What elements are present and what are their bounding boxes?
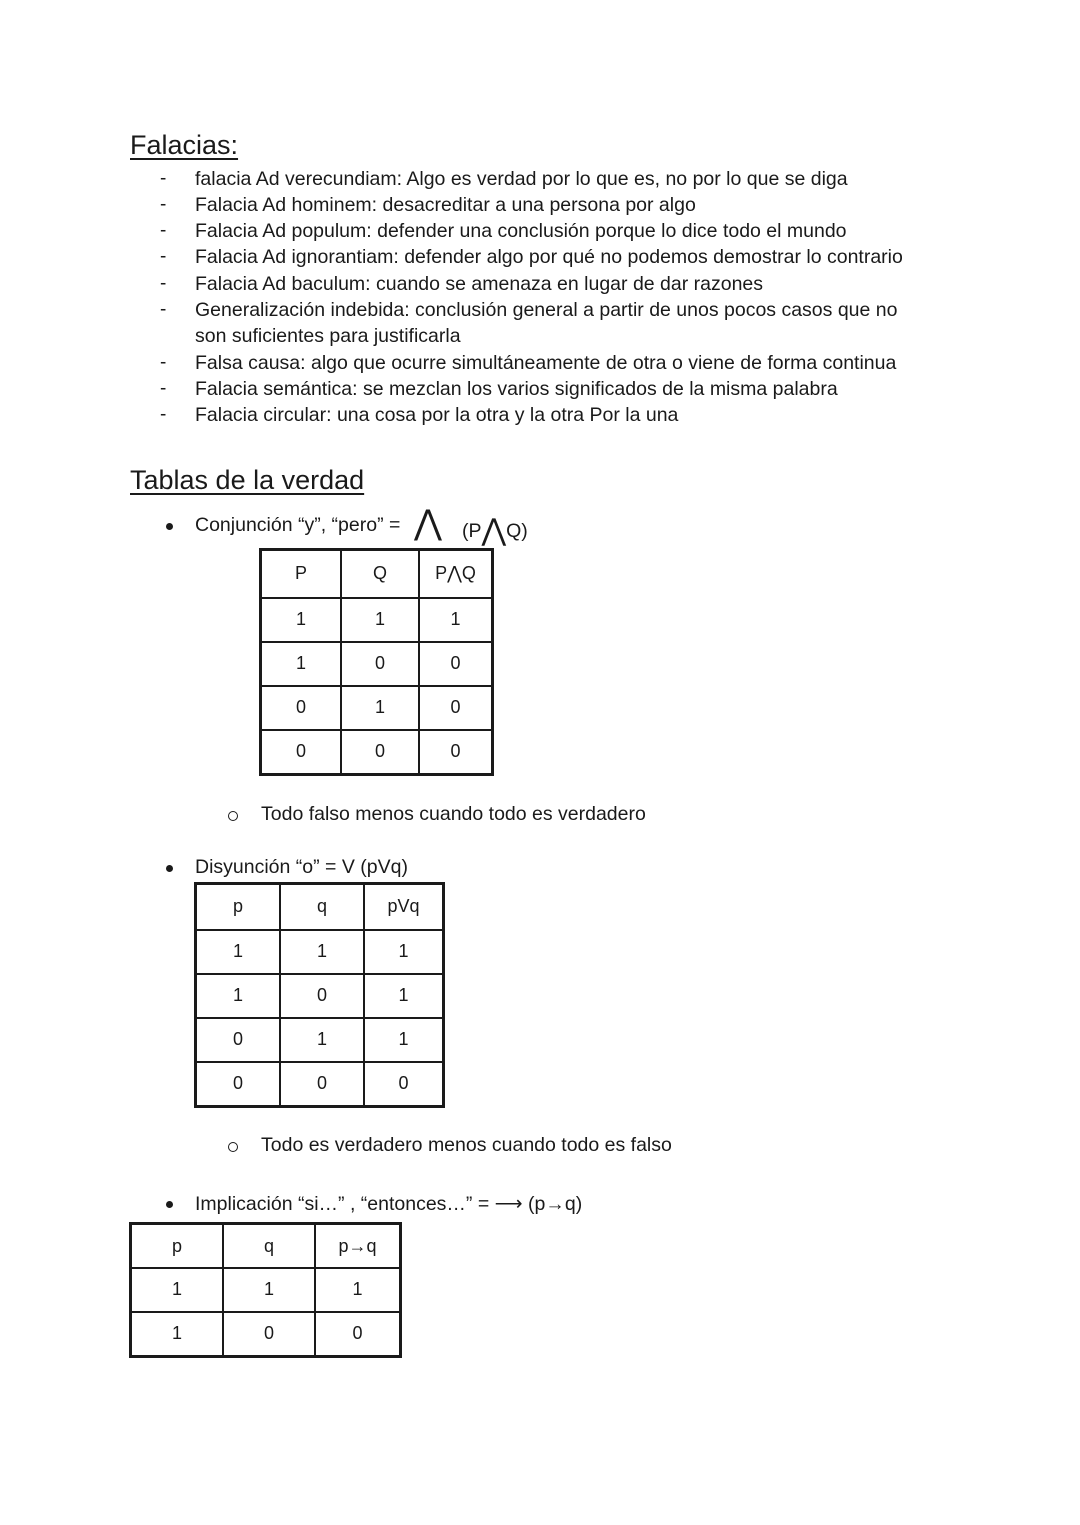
conjuncion-table bbox=[259, 548, 494, 776]
table-row bbox=[196, 1018, 444, 1062]
table-cell: 0 bbox=[341, 730, 419, 775]
bullet-point bbox=[166, 865, 173, 872]
table-cell: 1 bbox=[196, 974, 281, 1018]
table-cell: 0 bbox=[261, 730, 342, 775]
table-cell: 0 bbox=[419, 730, 493, 775]
table-header-row bbox=[131, 1224, 401, 1269]
table-header-cell: P bbox=[261, 550, 342, 598]
table-row bbox=[196, 974, 444, 1018]
list-item: Generalización indebida: conclusión general a partir de unos pocos casos que no bbox=[195, 299, 898, 321]
list-dash: - bbox=[160, 352, 167, 373]
list-item-continuation: son suficientes para justificarla bbox=[195, 325, 461, 347]
disyuncion-table bbox=[194, 882, 445, 1108]
table-row bbox=[196, 1062, 444, 1107]
list-dash: - bbox=[160, 299, 167, 320]
table-cell: 0 bbox=[419, 642, 493, 686]
table-row bbox=[131, 1312, 401, 1357]
list-dash: - bbox=[160, 168, 167, 189]
table-cell: 1 bbox=[341, 686, 419, 730]
table-cell: 0 bbox=[364, 1062, 444, 1107]
table-row bbox=[196, 930, 444, 974]
bullet-point bbox=[166, 523, 173, 530]
disyuncion-label: Disyunción “o” = V (pVq) bbox=[195, 856, 408, 878]
implicacion-table bbox=[129, 1222, 402, 1358]
table-cell: 0 bbox=[261, 686, 342, 730]
table-cell: 0 bbox=[315, 1312, 401, 1357]
list-dash: - bbox=[160, 246, 167, 267]
table-cell: 1 bbox=[131, 1312, 224, 1357]
list-item: Falacia Ad baculum: cuando se amenaza en lugar de dar razones bbox=[195, 273, 764, 295]
table-header-cell: q bbox=[223, 1224, 315, 1269]
formula-open: (P bbox=[462, 520, 482, 542]
tablas-heading: Tablas de la verdad bbox=[130, 465, 365, 495]
table-cell: 0 bbox=[419, 686, 493, 730]
table-cell: 1 bbox=[364, 974, 444, 1018]
table-row bbox=[261, 730, 493, 775]
table-header-row bbox=[261, 550, 493, 598]
table-cell: 1 bbox=[223, 1268, 315, 1312]
list-dash: - bbox=[160, 220, 167, 241]
table-cell: 0 bbox=[341, 642, 419, 686]
table-cell: 1 bbox=[261, 598, 342, 642]
table-cell: 1 bbox=[315, 1268, 401, 1312]
table-header-cell: p bbox=[131, 1224, 224, 1269]
implicacion-label: Implicación “si…” , “entonces…” = ⟶ (p→q) bbox=[195, 1193, 583, 1215]
conjuncion-note: Todo falso menos cuando todo es verdadero bbox=[261, 803, 646, 825]
list-item: Falacia semántica: se mezclan los varios significados de la misma palabra bbox=[195, 378, 838, 400]
table-cell: 1 bbox=[364, 930, 444, 974]
table-row bbox=[131, 1268, 401, 1312]
sub-bullet bbox=[228, 811, 238, 821]
formula-and-symbol: ⋀ bbox=[481, 514, 507, 547]
list-dash: - bbox=[160, 378, 167, 399]
table-header-cell: p→q bbox=[315, 1224, 401, 1269]
table-header-cell: q bbox=[280, 884, 364, 930]
and-symbol: ⋀ bbox=[414, 504, 442, 542]
table-row bbox=[261, 642, 493, 686]
table-cell: 0 bbox=[280, 974, 364, 1018]
list-item: Falsa causa: algo que ocurre simultáneamente de otra o viene de forma continua bbox=[195, 352, 897, 374]
table-header-cell: Q bbox=[341, 550, 419, 598]
falacias-heading: Falacias: bbox=[130, 130, 239, 160]
list-item: Falacia circular: una cosa por la otra y la otra Por la una bbox=[195, 404, 679, 426]
list-item: falacia Ad verecundiam: Algo es verdad por lo que es, no por lo que se diga bbox=[195, 168, 848, 190]
table-row bbox=[261, 598, 493, 642]
disyuncion-note: Todo es verdadero menos cuando todo es falso bbox=[261, 1134, 672, 1156]
table-cell: 1 bbox=[280, 1018, 364, 1062]
table-row bbox=[261, 686, 493, 730]
list-item: Falacia Ad ignorantiam: defender algo por qué no podemos demostrar lo contrario bbox=[195, 246, 903, 268]
table-cell: 0 bbox=[196, 1062, 281, 1107]
table-header-cell: pVq bbox=[364, 884, 444, 930]
table-cell: 1 bbox=[196, 930, 281, 974]
table-cell: 1 bbox=[261, 642, 342, 686]
sub-bullet bbox=[228, 1142, 238, 1152]
table-header-row bbox=[196, 884, 444, 930]
conjuncion-label: Conjunción “y”, “pero” = bbox=[195, 514, 401, 536]
formula-close: Q) bbox=[506, 520, 528, 542]
table-cell: 0 bbox=[196, 1018, 281, 1062]
table-cell: 0 bbox=[223, 1312, 315, 1357]
list-dash: - bbox=[160, 404, 167, 425]
table-cell: 1 bbox=[280, 930, 364, 974]
list-item: Falacia Ad populum: defender una conclusión porque lo dice todo el mundo bbox=[195, 220, 847, 242]
list-dash: - bbox=[160, 273, 167, 294]
table-cell: 1 bbox=[131, 1268, 224, 1312]
list-item: Falacia Ad hominem: desacreditar a una persona por algo bbox=[195, 194, 696, 216]
conjuncion-formula bbox=[462, 516, 528, 546]
table-cell: 0 bbox=[280, 1062, 364, 1107]
table-cell: 1 bbox=[419, 598, 493, 642]
table-cell: 1 bbox=[364, 1018, 444, 1062]
table-header-cell: P⋀Q bbox=[419, 550, 493, 598]
table-header-cell: p bbox=[196, 884, 281, 930]
table-cell: 1 bbox=[341, 598, 419, 642]
bullet-point bbox=[166, 1201, 173, 1208]
list-dash: - bbox=[160, 194, 167, 215]
